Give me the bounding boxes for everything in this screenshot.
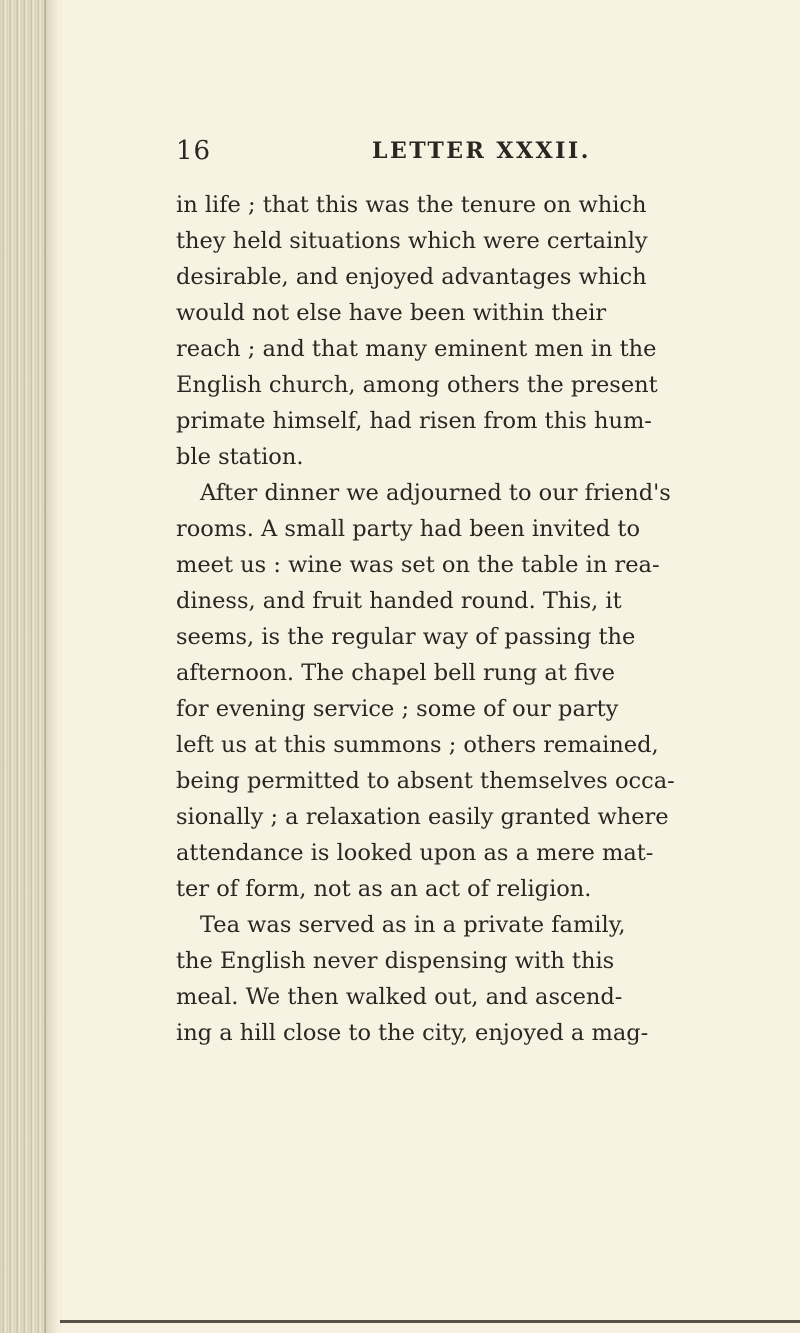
text-line: seems, is the regular way of passing the xyxy=(176,624,636,650)
body-text xyxy=(176,187,675,1051)
text-line: diness, and fruit handed round. This, it xyxy=(176,588,622,614)
text-line: meal. We then walked out, and ascend- xyxy=(176,984,623,1010)
text-line: for evening service ; some of our party xyxy=(176,696,619,722)
page-number: 16 xyxy=(176,136,212,166)
text-line: reach ; and that many eminent men in the xyxy=(176,336,657,362)
text-line: left us at this summons ; others remained, xyxy=(176,732,659,758)
text-line: English church, among others the present xyxy=(176,372,658,398)
text-line: they held situations which were certainly xyxy=(176,228,648,254)
running-head-title: LETTER XXXII. xyxy=(372,138,591,164)
running-head xyxy=(0,136,800,176)
text-line: attendance is looked upon as a mere mat- xyxy=(176,840,654,866)
text-line: Tea was served as in a private family, xyxy=(200,912,626,938)
text-line: After dinner we adjourned to our friend's xyxy=(200,480,671,506)
text-line: primate himself, had risen from this hum- xyxy=(176,408,652,434)
text-line: ter of form, not as an act of religion. xyxy=(176,876,592,902)
text-line: in life ; that this was the tenure on which xyxy=(176,192,647,218)
text-line: the English never dispensing with this xyxy=(176,948,615,974)
text-line: afternoon. The chapel bell rung at five xyxy=(176,660,615,686)
text-line: sionally ; a relaxation easily granted where xyxy=(176,804,669,830)
book-binding xyxy=(0,0,46,1333)
text-line: meet us : wine was set on the table in rea- xyxy=(176,552,660,578)
text-line: ing a hill close to the city, enjoyed a mag- xyxy=(176,1020,649,1046)
text-line: rooms. A small party had been invited to xyxy=(176,516,640,542)
gutter-shadow xyxy=(44,0,58,1333)
page-bottom-edge xyxy=(60,1320,800,1323)
text-line: being permitted to absent themselves occa- xyxy=(176,768,675,794)
text-line: desirable, and enjoyed advantages which xyxy=(176,264,647,290)
text-line: ble station. xyxy=(176,444,304,470)
text-line: would not else have been within their xyxy=(176,300,607,326)
